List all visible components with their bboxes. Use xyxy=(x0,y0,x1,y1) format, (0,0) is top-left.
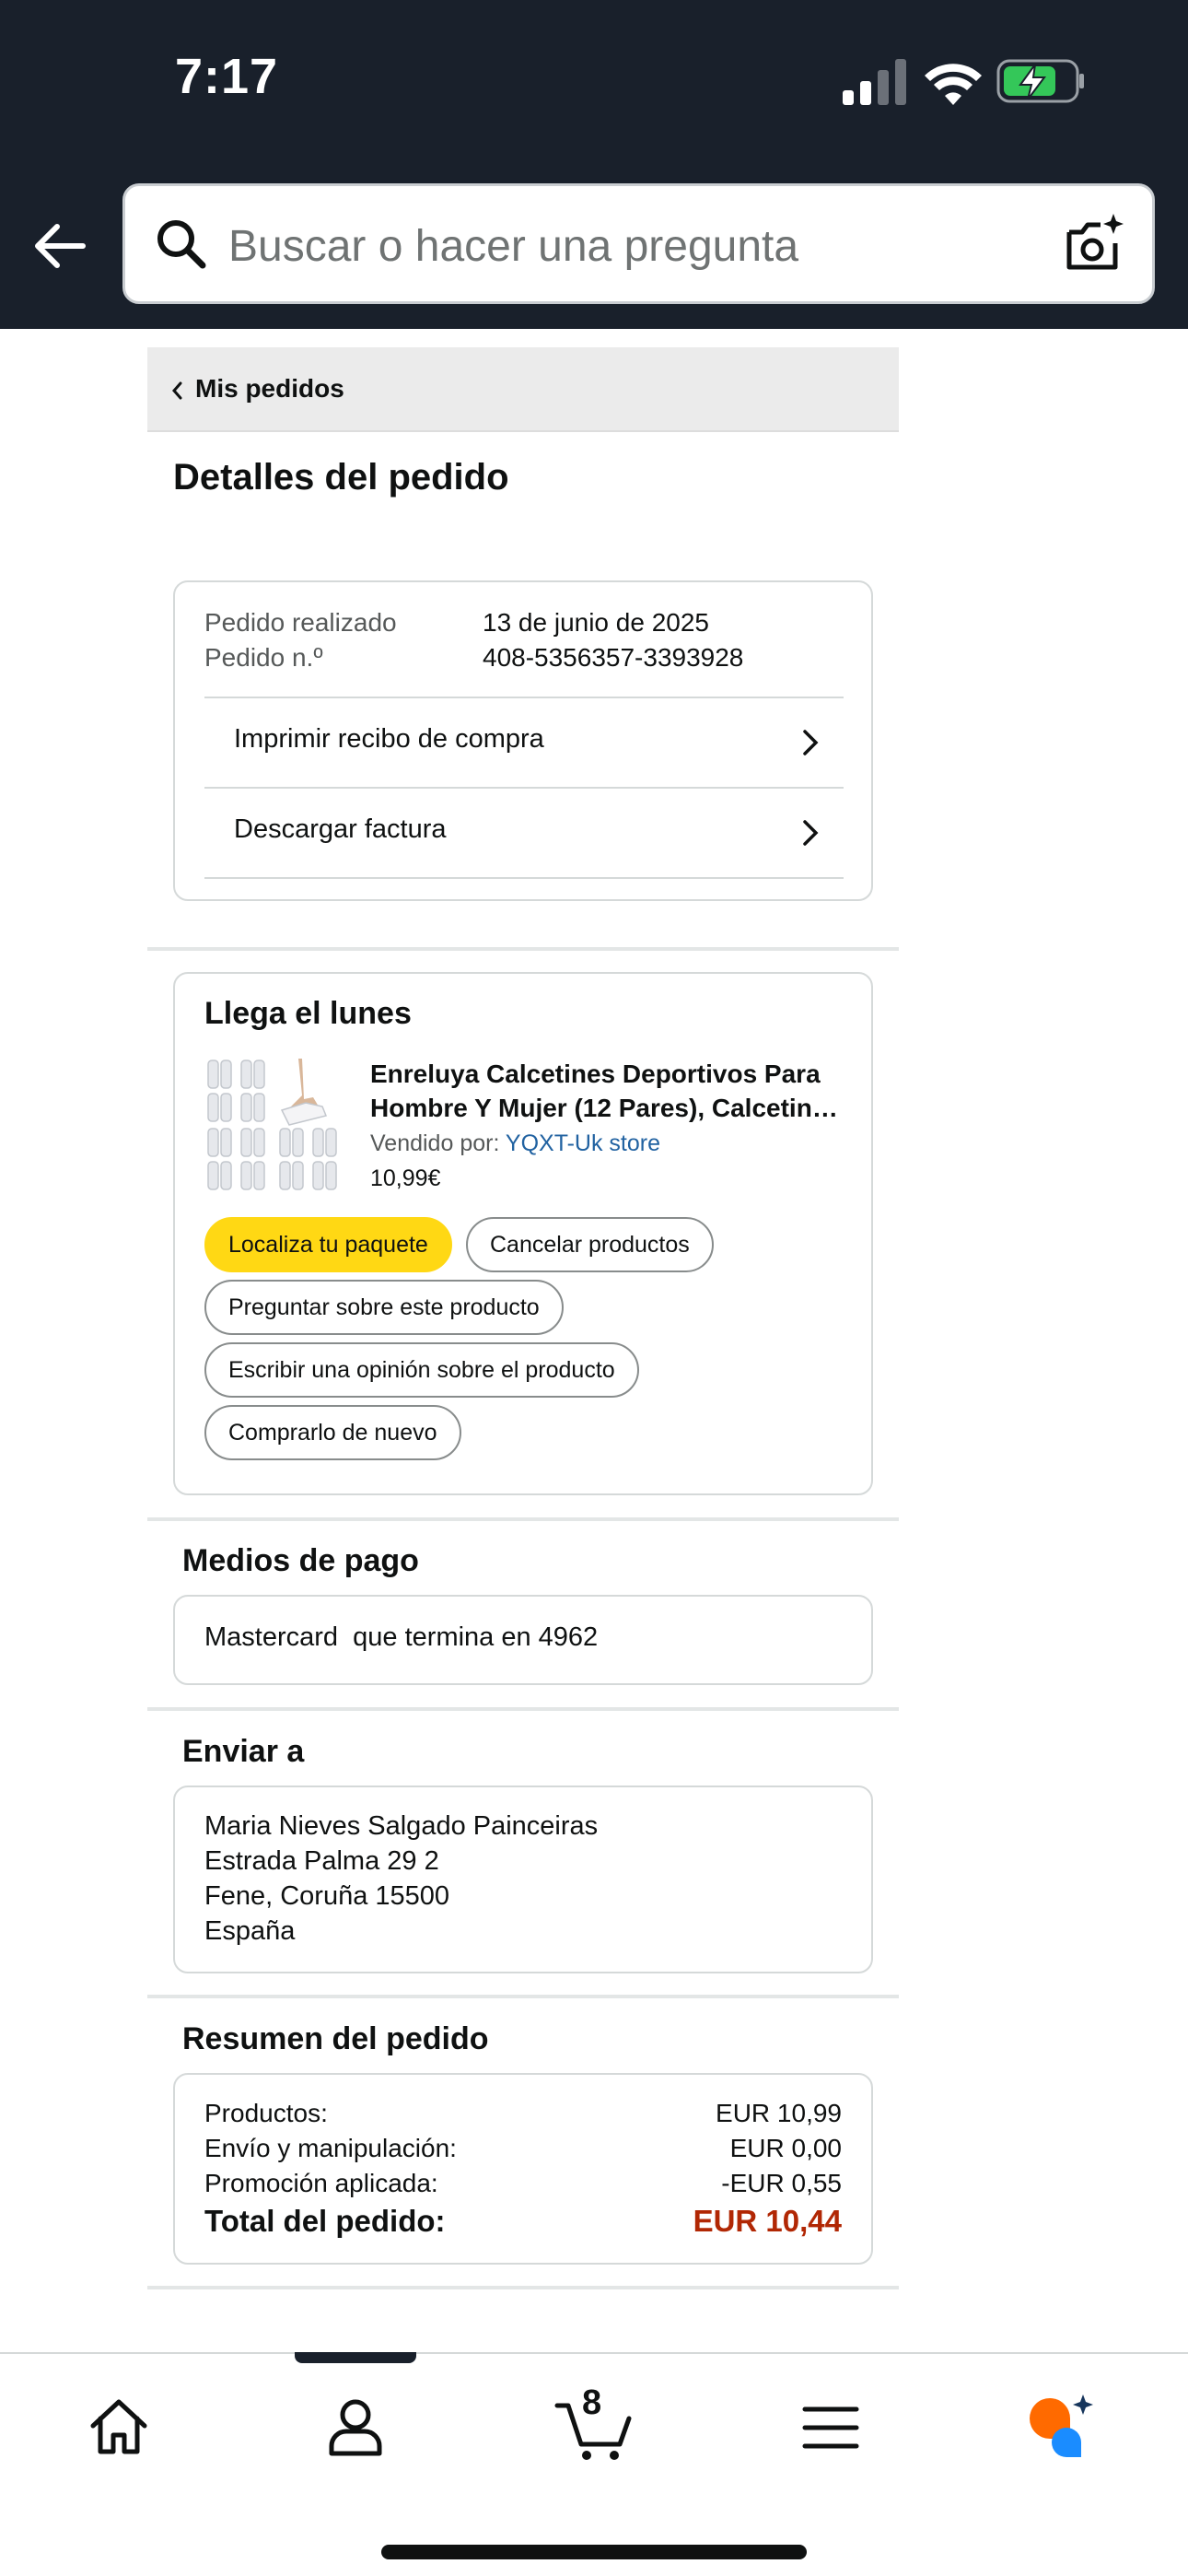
seller-info xyxy=(370,1130,660,1157)
section-divider xyxy=(147,1517,899,1521)
order-placed-value: 13 de junio de 2025 xyxy=(483,608,709,637)
app-header xyxy=(0,0,1188,329)
rufus-assistant-icon[interactable] xyxy=(1024,2391,1098,2465)
sheet-grabber[interactable] xyxy=(295,2352,416,2363)
print-receipt-link[interactable] xyxy=(204,698,844,787)
order-number-value: 408-5356357-3393928 xyxy=(483,643,744,672)
breadcrumb-label: Mis pedidos xyxy=(195,374,344,403)
camera-search-icon[interactable] xyxy=(1062,212,1126,276)
home-icon[interactable] xyxy=(82,2391,156,2465)
section-divider xyxy=(147,1707,899,1711)
summary-heading: Resumen del pedido xyxy=(182,2021,489,2056)
signal-icon xyxy=(843,59,906,105)
promo-label: Promoción aplicada: xyxy=(204,2169,438,2197)
page-title: Detalles del pedido xyxy=(173,457,509,498)
section-divider xyxy=(147,947,899,951)
print-receipt-label: Imprimir recibo de compra xyxy=(234,724,544,754)
track-package-button[interactable]: Localiza tu paquete xyxy=(204,1217,452,1272)
summary-card xyxy=(173,2073,873,2265)
menu-icon[interactable] xyxy=(794,2391,868,2465)
battery-charging-icon xyxy=(998,61,1084,101)
write-review-button[interactable]: Escribir una opinión sobre el producto xyxy=(204,1342,639,1398)
address-line-1: Estrada Palma 29 2 xyxy=(204,1846,439,1876)
order-info-card xyxy=(173,580,873,901)
address-line-2: Fene, Coruña 15500 xyxy=(204,1881,450,1911)
promo-value: -EUR 0,55 xyxy=(721,2169,842,2197)
status-time: 7:17 xyxy=(175,49,279,104)
products-label: Productos: xyxy=(204,2099,328,2127)
search-placeholder: Buscar o hacer una pregunta xyxy=(228,222,799,271)
cancel-items-button[interactable]: Cancelar productos xyxy=(466,1217,714,1272)
back-arrow-icon[interactable] xyxy=(28,214,92,278)
address-country: España xyxy=(204,1916,296,1946)
shipping-label: Envío y manipulación: xyxy=(204,2134,457,2162)
recipient-name: Maria Nieves Salgado Painceiras xyxy=(204,1811,599,1841)
payment-method: Mastercard que termina en 4962 xyxy=(204,1622,599,1652)
order-total-label: Total del pedido: xyxy=(204,2204,446,2238)
buy-again-button[interactable]: Comprarlo de nuevo xyxy=(204,1405,461,1460)
cart-count-badge: 8 xyxy=(582,2383,602,2422)
ship-to-heading: Enviar a xyxy=(182,1734,305,1769)
bottom-tab-bar xyxy=(0,2352,1188,2576)
order-placed-label: Pedido realizado xyxy=(204,608,397,637)
search-input[interactable] xyxy=(122,183,1155,304)
search-icon xyxy=(153,216,210,273)
address-card xyxy=(173,1786,873,1973)
divider xyxy=(204,877,844,879)
download-invoice-link[interactable] xyxy=(204,789,844,877)
sold-by-label: Vendido por: xyxy=(370,1130,500,1156)
section-divider xyxy=(147,2286,899,2289)
shipment-card xyxy=(173,972,873,1495)
breadcrumb[interactable] xyxy=(147,347,899,432)
product-image[interactable] xyxy=(204,1057,343,1195)
seller-link[interactable]: YQXT-Uk store xyxy=(505,1130,660,1156)
wifi-icon xyxy=(925,64,982,105)
order-number-label: Pedido n.º xyxy=(204,643,323,672)
download-invoice-label: Descargar factura xyxy=(234,814,447,844)
payment-heading: Medios de pago xyxy=(182,1543,419,1578)
home-indicator xyxy=(381,2545,807,2559)
chevron-right-icon xyxy=(799,816,821,849)
product-price: 10,99€ xyxy=(370,1165,441,1191)
account-icon[interactable] xyxy=(319,2391,392,2465)
chevron-right-icon xyxy=(799,726,821,759)
shipping-value: EUR 0,00 xyxy=(729,2134,842,2162)
products-value: EUR 10,99 xyxy=(716,2099,842,2127)
chevron-left-icon xyxy=(168,379,186,403)
ask-product-question-button[interactable]: Preguntar sobre este producto xyxy=(204,1280,564,1335)
payment-card xyxy=(173,1595,873,1685)
order-total-value: EUR 10,44 xyxy=(693,2204,842,2238)
delivery-heading: Llega el lunes xyxy=(204,996,412,1031)
product-title-link[interactable]: Enreluya Calcetines Deportivos Para Hombre Y Mujer (12 Pares), Calcetines xyxy=(370,1060,841,1122)
status-icons xyxy=(838,53,1087,109)
section-divider xyxy=(147,1995,899,1998)
